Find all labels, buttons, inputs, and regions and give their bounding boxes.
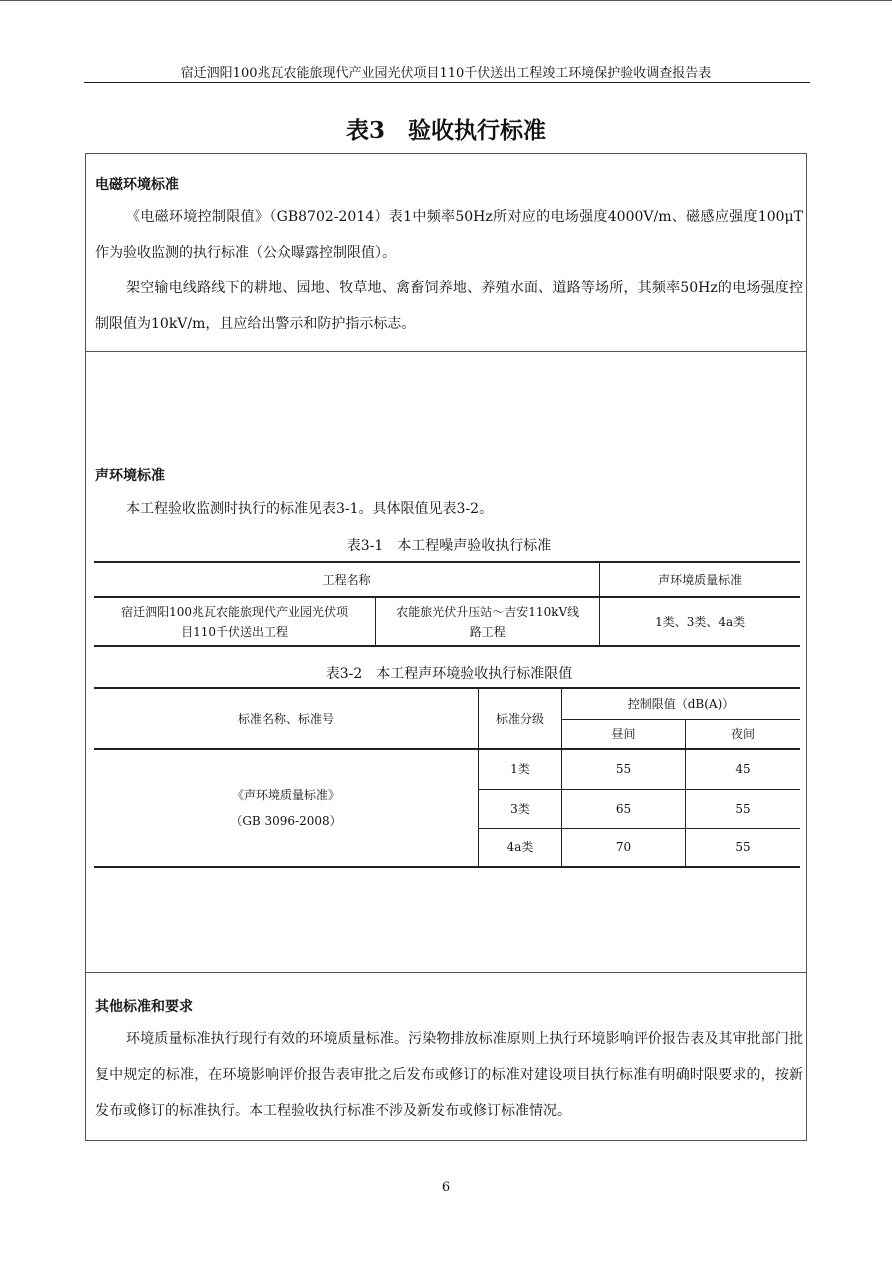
table-3-2 xyxy=(94,687,800,868)
table-row xyxy=(94,597,800,646)
running-header: 宿迁泗阳100兆瓦农能旅现代产业园光伏项目110千伏送出工程竣工环境保护验收调查报告表 xyxy=(180,66,712,81)
day-limit-cell: 55 xyxy=(562,749,686,789)
class-cell: 1类 xyxy=(479,749,562,789)
noise-intro: 本工程验收监测时执行的标准见表3-1。具体限值见表3-2。 xyxy=(126,501,494,517)
table2-caption: 表3-2 本工程声环境验收执行标准限值 xyxy=(325,666,573,682)
day-limit-cell: 70 xyxy=(562,828,686,867)
header-rule xyxy=(84,82,810,83)
class-cell: 3类 xyxy=(479,789,562,828)
em-paragraph-2: 架空输电线路线下的耕地、园地、牧草地、禽畜饲养地、养殖水面、道路等场所，其频率50Hz的电场强度控制限值为10kV/m，且应给出警示和防护指示标志。 xyxy=(95,280,803,332)
col-day: 昼间 xyxy=(562,719,686,749)
standard-name-cell xyxy=(94,749,479,867)
table1-caption: 表3-1 本工程噪声验收执行标准 xyxy=(346,538,552,554)
project-name-a: 宿迁泗阳100兆瓦农能旅现代产业园光伏项目110千伏送出工程 xyxy=(121,604,349,639)
night-limit-cell: 55 xyxy=(686,828,801,867)
page-title: 表3 验收执行标准 xyxy=(345,117,546,144)
col-limit: 控制限值（dB(A)） xyxy=(562,688,801,719)
section-divider xyxy=(85,351,807,352)
day-limit-cell: 65 xyxy=(562,789,686,828)
top-border xyxy=(0,0,892,1)
col-standard-name: 标准名称、标准号 xyxy=(94,688,479,749)
night-limit-cell: 55 xyxy=(686,789,801,828)
standard-name: 《声环境质量标准》 xyxy=(231,788,340,802)
col-project-name: 工程名称 xyxy=(94,562,600,597)
table-header-row xyxy=(94,688,800,719)
page-number: 6 xyxy=(441,1180,451,1195)
standard-code: （GB 3096-2008） xyxy=(230,814,342,828)
project-name-b: 农能旅光伏升压站～吉安110kV线路工程 xyxy=(376,597,600,646)
night-limit-cell: 45 xyxy=(686,749,801,789)
em-paragraph-1: 《电磁环境控制限值》（GB8702-2014）表1中频率50Hz所对应的电场强度4000V/m、磁感应强度100μT作为验收监测的执行标准（公众曝露控制限值）。 xyxy=(95,209,803,261)
col-class: 标准分级 xyxy=(479,688,562,749)
class-cell: 4a类 xyxy=(479,828,562,867)
em-heading: 电磁环境标准 xyxy=(95,177,179,193)
noise-standard-value: 1类、3类、4a类 xyxy=(600,597,800,646)
noise-heading: 声环境标准 xyxy=(95,468,165,484)
other-paragraph: 环境质量标准执行现行有效的环境质量标准。污染物排放标准原则上执行环境影响评价报告表及其审批部门批复中规定的标准，在环境影响评价报告表审批之后发布或修订的标准对建设项目执行标准有明确时限要求的，按新发布或修订的标准执行。本工程验收执行标准不涉及新发布或修订标准情况。 xyxy=(95,1031,803,1119)
table-row xyxy=(94,749,800,789)
other-heading: 其他标准和要求 xyxy=(95,999,193,1015)
col-noise-standard: 声环境质量标准 xyxy=(600,562,800,597)
section-divider xyxy=(85,972,807,973)
col-night: 夜间 xyxy=(686,719,801,749)
table-3-1 xyxy=(94,561,800,647)
table-header-row xyxy=(94,562,800,597)
